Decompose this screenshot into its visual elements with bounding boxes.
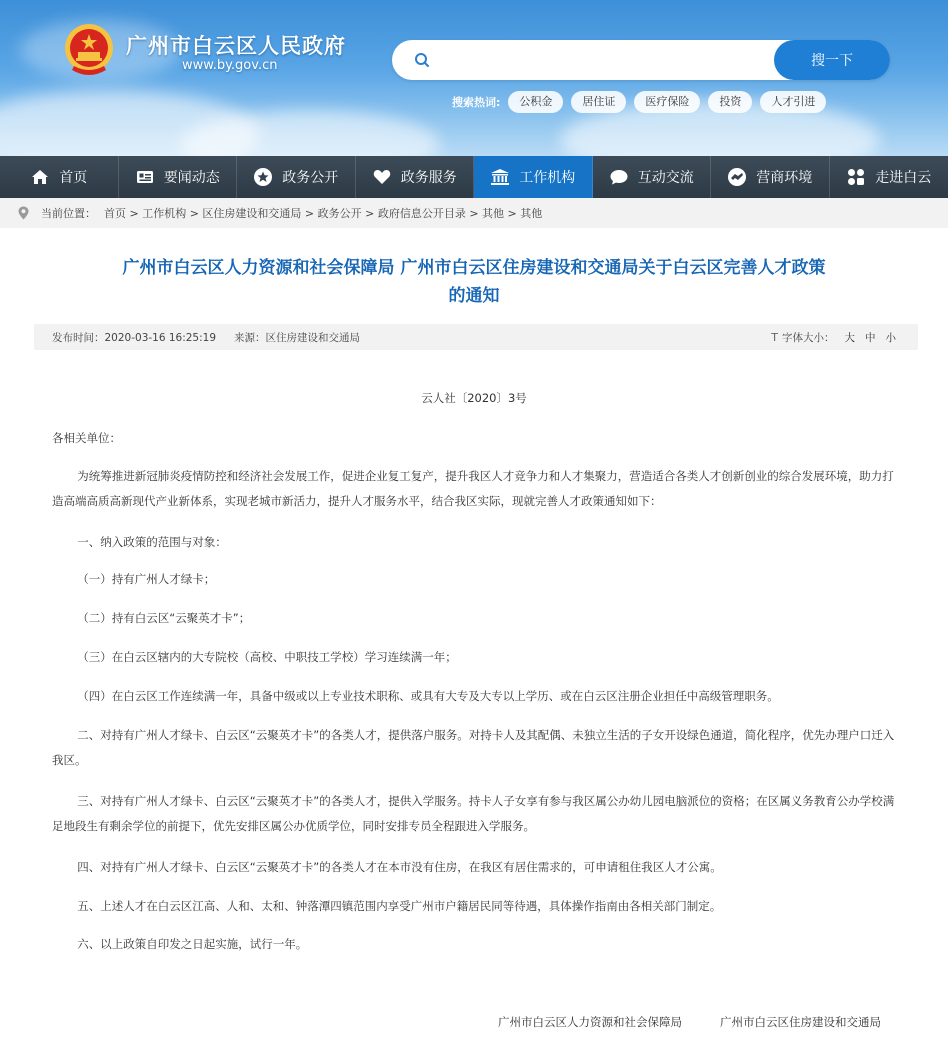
site-header — [0, 0, 948, 156]
hot-words — [452, 90, 834, 114]
main-nav — [0, 156, 948, 198]
article-paragraph: 六、以上政策自印发之日起实施，试行一年。 — [77, 937, 308, 951]
font-size-small-button[interactable]: 小 — [885, 331, 896, 344]
article-title-line: 的通知 — [448, 286, 500, 306]
nav-item-label: 互动交流 — [637, 170, 694, 186]
nav-item-business-env[interactable] — [711, 156, 830, 198]
article-title-line: 广州市白云区人力资源和社会保障局 广州市白云区住房建设和交通局关于白云区完善人才政策 — [122, 258, 826, 278]
news-icon — [135, 167, 155, 187]
nav-item-label: 要闻动态 — [163, 170, 220, 186]
hot-word-tag[interactable]: 医疗保险 — [634, 91, 700, 113]
star-icon — [253, 167, 273, 187]
document-number: 云人社〔2020〕3号 — [421, 391, 527, 405]
nav-item-label: 政务公开 — [282, 170, 339, 186]
font-size-label: 字体大小： — [782, 331, 835, 344]
site-url[interactable]: www.by.gov.cn — [182, 58, 278, 73]
nav-item-home[interactable] — [0, 156, 119, 198]
nav-item-agencies[interactable] — [474, 156, 593, 198]
hot-word-tag[interactable]: 公积金 — [508, 91, 563, 113]
article-source: 来源：区住房建设和交通局 — [234, 331, 361, 344]
breadcrumb — [0, 198, 948, 228]
article-paragraph: 三、对持有广州人才绿卡、白云区“云聚英才卡”的各类人才，提供入学服务。持卡人子女享有参与我区属公办幼儿园电脑派位的资格；在区属义务教育公办学校满足地段生有剩余学位的前提下，优先安排区属公办优质学位，同时安排专员全程跟进入学服务。 — [52, 794, 895, 833]
nav-item-label: 首页 — [59, 170, 88, 186]
breadcrumb-label: 当前位置： — [41, 207, 96, 220]
font-size-medium-button[interactable]: 中 — [865, 331, 876, 344]
nav-item-news[interactable] — [119, 156, 238, 198]
hot-word-tag[interactable]: 投资 — [708, 91, 752, 113]
salutation: 各相关单位： — [52, 431, 121, 445]
search-box — [392, 40, 890, 80]
home-icon — [30, 167, 50, 187]
article-paragraph: （四）在白云区工作连续满一年，具备中级或以上专业技术职称、或具有大专及大专以上学历、或在白云区注册企业担任中高级管理职务。 — [77, 689, 779, 703]
article-title — [40, 254, 908, 310]
hot-words-label: 搜索热词: — [452, 96, 501, 109]
nav-item-gov-service[interactable] — [356, 156, 475, 198]
breadcrumb-path[interactable]: 首页 > 工作机构 > 区住房建设和交通局 > 政务公开 > 政府信息公开目录 > 其他 > 其他 — [104, 207, 543, 220]
font-size-icon: T — [771, 330, 778, 344]
grid-icon — [846, 167, 866, 187]
signature-housing: 广州市白云区住房建设和交通局 — [720, 1015, 881, 1029]
nav-item-interaction[interactable] — [593, 156, 712, 198]
nav-item-gov-open[interactable] — [237, 156, 356, 198]
national-emblem-icon[interactable] — [62, 22, 116, 80]
search-icon[interactable] — [414, 52, 430, 68]
hot-word-tag[interactable]: 人才引进 — [760, 91, 826, 113]
article-paragraph: （一）持有广州人才绿卡； — [77, 572, 216, 586]
article-paragraph: 四、对持有广州人才绿卡、白云区“云聚英才卡”的各类人才在本市没有住房，在我区有居住需求的，可申请租住我区人才公寓。 — [77, 860, 722, 874]
article-paragraph: （二）持有白云区“云聚英才卡”； — [77, 611, 251, 625]
article-paragraph: 为统筹推进新冠肺炎疫情防控和经济社会发展工作，促进企业复工复产，提升我区人才竞争力和人才集聚力，营造适合各类人才创新创业的综合发展环境，助力打造高端高质高新现代产业新体系，实现老城市新活力，提升人才服务水平，结合我区实际，现就完善人才政策通知如下： — [52, 469, 894, 508]
nav-item-about-baiyun[interactable] — [830, 156, 948, 198]
building-icon — [490, 167, 510, 187]
site-title[interactable]: 广州市白云区人民政府 — [126, 33, 346, 58]
search-input[interactable] — [440, 48, 760, 72]
search-button[interactable]: 搜一下 — [774, 40, 890, 80]
heart-icon — [372, 167, 392, 187]
hot-word-tag[interactable]: 居住证 — [571, 91, 626, 113]
location-pin-icon — [18, 206, 29, 220]
article-paragraph: （三）在白云区辖内的大专院校（高校、中职技工学校）学习连续满一年； — [77, 650, 457, 664]
font-size-large-button[interactable]: 大 — [844, 331, 855, 344]
chat-icon — [609, 167, 629, 187]
article-paragraph: 二、对持有广州人才绿卡、白云区“云聚英才卡”的各类人才，提供落户服务。对持卡人及其配偶、未独立生活的子女开设绿色通道，简化程序，优先办理户口迁入我区。 — [52, 728, 895, 767]
nav-item-label: 走进白云 — [875, 170, 932, 186]
font-size-control — [771, 324, 896, 350]
article-paragraph: 五、上述人才在白云区江高、人和、太和、钟落潭四镇范围内享受广州市户籍居民同等待遇，具体操作指南由各相关部门制定。 — [77, 899, 722, 913]
nav-item-label: 工作机构 — [519, 170, 576, 186]
signature-hrss: 广州市白云区人力资源和社会保障局 — [498, 1015, 682, 1029]
article-paragraph: 一、纳入政策的范围与对象： — [77, 535, 227, 549]
publish-time: 发布时间：2020-03-16 16:25:19 — [52, 331, 217, 344]
handshake-icon — [727, 167, 747, 187]
article-meta — [34, 324, 918, 350]
nav-item-label: 营商环境 — [756, 170, 813, 186]
nav-item-label: 政务服务 — [400, 170, 457, 186]
